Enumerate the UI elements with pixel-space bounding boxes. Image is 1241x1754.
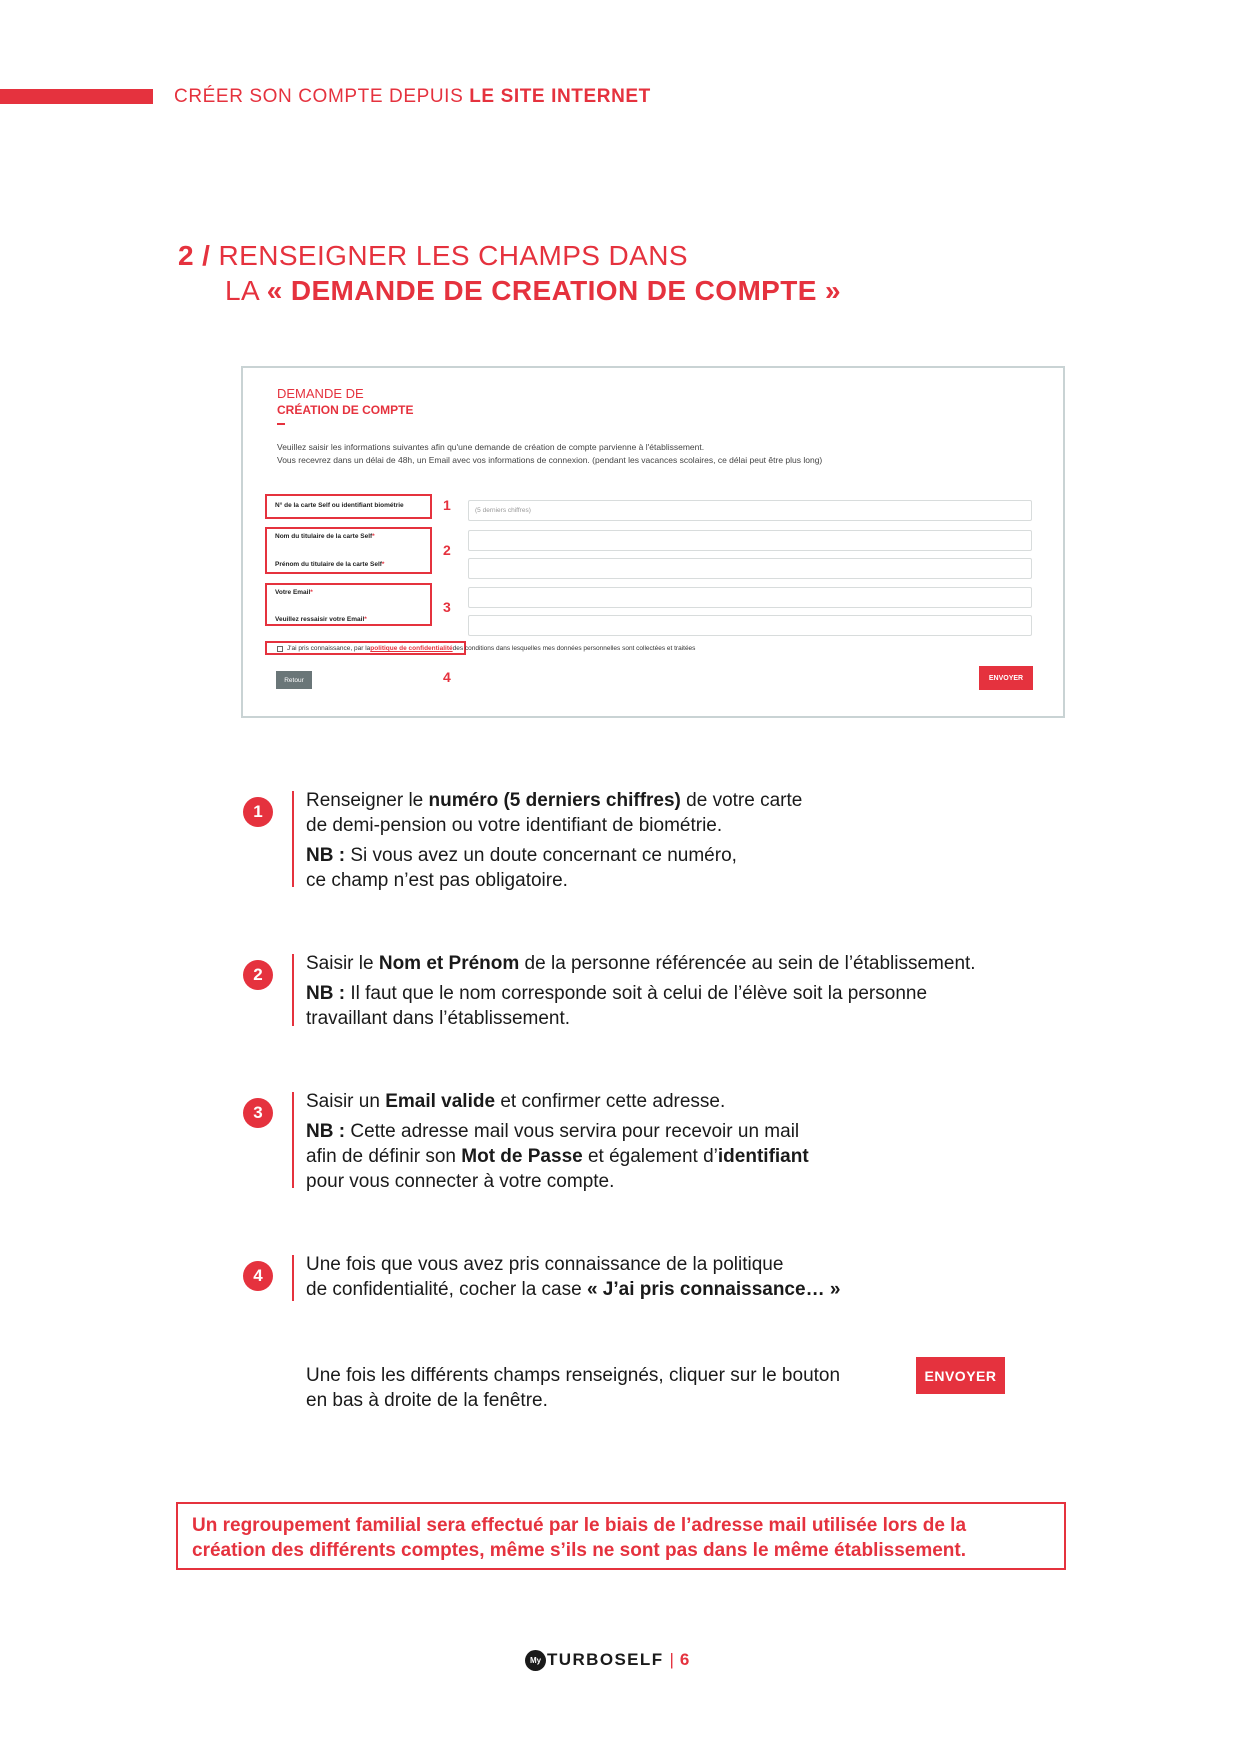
step-3-badge: 3 (243, 1098, 273, 1128)
email-input[interactable] (468, 587, 1032, 608)
label-prenom: Prénom du titulaire de la carte Self* (275, 561, 385, 568)
step-2-badge: 2 (243, 960, 273, 990)
nom-input[interactable] (468, 530, 1032, 551)
step-1-badge: 1 (243, 797, 273, 827)
step-2-text: Saisir le Nom et Prénom de la personne référencée au sein de l’établissement. NB : Il faut que le nom corresponde soit à celui de l’élève soit la personne travaillant dans l’établissement. (306, 953, 976, 1029)
brand-name: TURBOSELF (547, 1650, 664, 1669)
family-grouping-note: Un regroupement familial sera effectué par le biais de l’adresse mail utilisée lors de la création des différents comptes, même s’ils ne sont pas dans le même établissement. (176, 1502, 1066, 1570)
label-email: Votre Email* (275, 589, 313, 596)
form-title-line2: CRÉATION DE COMPTE (277, 403, 414, 417)
page-title-line2: LA « DEMANDE DE CREATION DE COMPTE » (225, 275, 841, 306)
step-3-text: Saisir un Email valide et confirmer cette adresse. NB : Cette adresse mail vous servira pour recevoir un mail afin de définir son Mot de Passe et également d’identifiant pour vous connecter à votre compte. (306, 1091, 809, 1192)
form-envoyer-button[interactable]: ENVOYER (979, 666, 1033, 690)
marker-2: 2 (443, 542, 451, 558)
page-number: 6 (679, 1650, 690, 1669)
email-confirm-input[interactable] (468, 615, 1032, 636)
prenom-input[interactable] (468, 558, 1032, 579)
section-header: CRÉER SON COMPTE DEPUIS LE SITE INTERNET (174, 86, 651, 107)
step-1-line (292, 791, 294, 887)
marker-3: 3 (443, 599, 451, 615)
step-4-line (292, 1255, 294, 1301)
label-card-number: N° de la carte Self ou identifiant biométrie (275, 502, 404, 509)
step-1-text: Renseigner le numéro (5 derniers chiffres) de votre carte de demi-pension ou votre identifiant de biométrie. NB : Si vous avez un doute concernant ce numéro, ce champ n’est pas obligatoire. (306, 790, 803, 891)
step-2-line (292, 954, 294, 1026)
form-title-line1: DEMANDE DE (277, 386, 364, 401)
step-4-badge: 4 (243, 1261, 273, 1291)
step-4-text: Une fois que vous avez pris connaissance de la politique de confidentialité, cocher la case « J’ai pris connaissance… » (306, 1254, 841, 1300)
retour-button[interactable]: Retour (276, 671, 312, 689)
footer (525, 1648, 689, 1672)
marker-1: 1 (443, 497, 451, 513)
final-instruction: Une fois les différents champs renseignés, cliquer sur le bouton en bas à droite de la fenêtre. (306, 1365, 841, 1411)
marker-4: 4 (443, 669, 451, 685)
label-email-confirm: Veuillez ressaisir votre Email* (275, 616, 367, 623)
privacy-consent[interactable]: J'ai pris connaissance, par la politique de confidentialité des conditions dans lesquelles mes données personnelles sont collectées et traitées (277, 645, 695, 652)
step-3-line (292, 1092, 294, 1188)
privacy-policy-link[interactable]: politique de confidentialité (370, 645, 453, 652)
privacy-checkbox[interactable] (277, 646, 283, 652)
form-intro-line2: Vous recevrez dans un délai de 48h, un Email avec vos informations de connexion. (pendant les vacances scolaires, ce délai peut être plus long) (277, 455, 823, 465)
form-screenshot (241, 366, 1065, 718)
form-title-dash (277, 423, 285, 425)
card-number-input[interactable]: (5 derniers chiffres) (468, 500, 1032, 521)
header-accent-bar (0, 89, 153, 104)
page-title-line1: 2 / RENSEIGNER LES CHAMPS DANS (178, 240, 688, 271)
form-intro-line1: Veuillez saisir les informations suivantes afin qu'une demande de création de compte parvienne à l'établissement. (277, 442, 705, 452)
label-nom: Nom du titulaire de la carte Self* (275, 533, 375, 540)
footer-separator: | (669, 1650, 674, 1669)
envoyer-button-illustration: ENVOYER (916, 1357, 1005, 1394)
myturboself-logo-icon: My (525, 1650, 546, 1671)
